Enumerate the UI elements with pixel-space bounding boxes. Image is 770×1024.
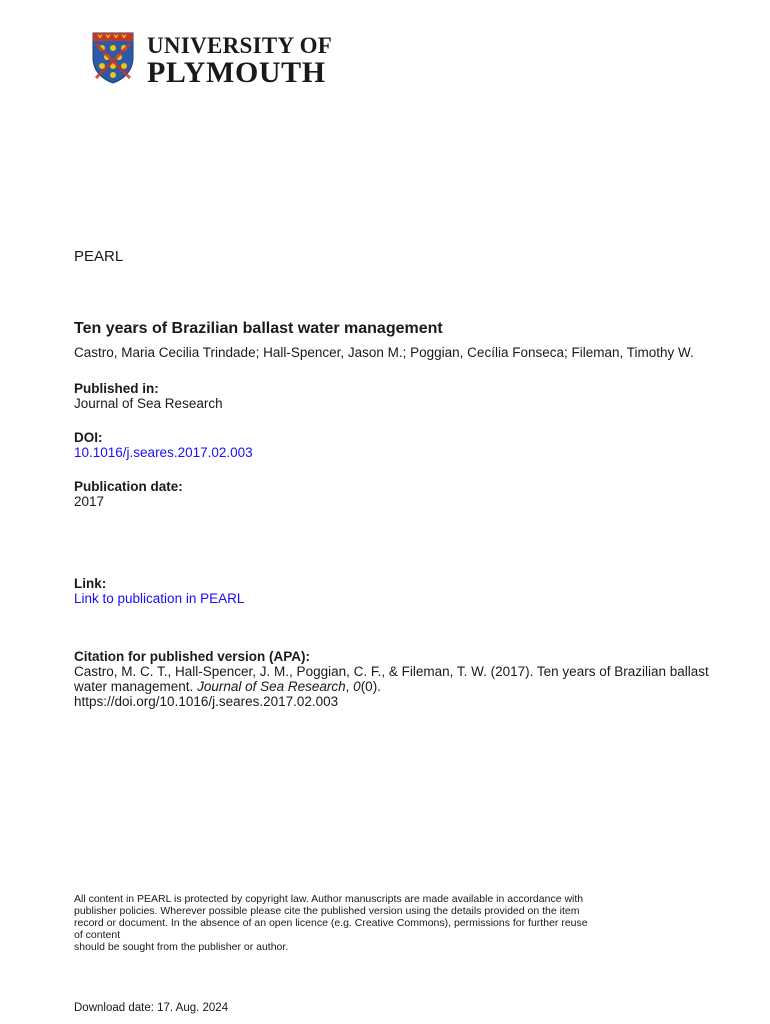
notice-line: of content — [74, 929, 121, 941]
notice-line: publisher policies. Wherever possible please cite the published version using the details provided on the item — [74, 905, 580, 917]
citation-label: Citation for published version (APA): — [74, 649, 310, 664]
published-in-block — [74, 381, 714, 411]
publication-date-block — [74, 479, 714, 509]
logo-wordmark — [147, 32, 332, 88]
citation-text — [74, 664, 714, 709]
logo-line-university: UNIVERSITY OF — [147, 33, 333, 58]
link-block — [74, 576, 714, 606]
repository-name: PEARL — [74, 248, 124, 265]
publication-date-value: 2017 — [74, 494, 105, 509]
notice-line: record or document. In the absence of an open licence (e.g. Creative Commons), permissions for further reuse — [74, 917, 588, 929]
download-date: Download date: 17. Aug. 2024 — [74, 1002, 229, 1014]
link-label: Link: — [74, 576, 107, 591]
doi-label: DOI: — [74, 430, 103, 445]
shield-icon — [92, 32, 134, 84]
authors: Castro, Maria Cecilia Trindade; Hall-Spencer, Jason M.; Poggian, Cecília Fonseca; Fileman, Timothy W. — [74, 345, 694, 360]
copyright-notice — [74, 893, 714, 953]
citation-issue: (0). — [360, 679, 381, 694]
citation-separator: , — [345, 679, 354, 694]
citation-url: https://doi.org/10.1016/j.seares.2017.02.003 — [74, 694, 339, 709]
university-logo — [92, 32, 332, 88]
logo-line-plymouth: PLYMOUTH — [147, 56, 326, 89]
pearl-publication-link[interactable]: Link to publication in PEARL — [74, 591, 245, 606]
citation-volume: 0 — [353, 679, 361, 694]
notice-line: should be sought from the publisher or author. — [74, 941, 289, 953]
published-in-value: Journal of Sea Research — [74, 396, 223, 411]
citation-authors-title: Castro, M. C. T., Hall-Spencer, J. M., Poggian, C. F., & Fileman, T. W. (2017). Ten years of Brazilian ballast water management. — [74, 664, 709, 694]
notice-line: All content in PEARL is protected by copyright law. Author manuscripts are made available in accordance with — [74, 893, 584, 905]
publication-date-label: Publication date: — [74, 479, 183, 494]
doi-block — [74, 430, 714, 460]
doi-link[interactable]: 10.1016/j.seares.2017.02.003 — [74, 445, 253, 460]
paper-title: Ten years of Brazilian ballast water management — [74, 320, 443, 337]
citation-block — [74, 649, 714, 709]
citation-journal: Journal of Sea Research — [197, 679, 346, 694]
published-in-label: Published in: — [74, 381, 159, 396]
